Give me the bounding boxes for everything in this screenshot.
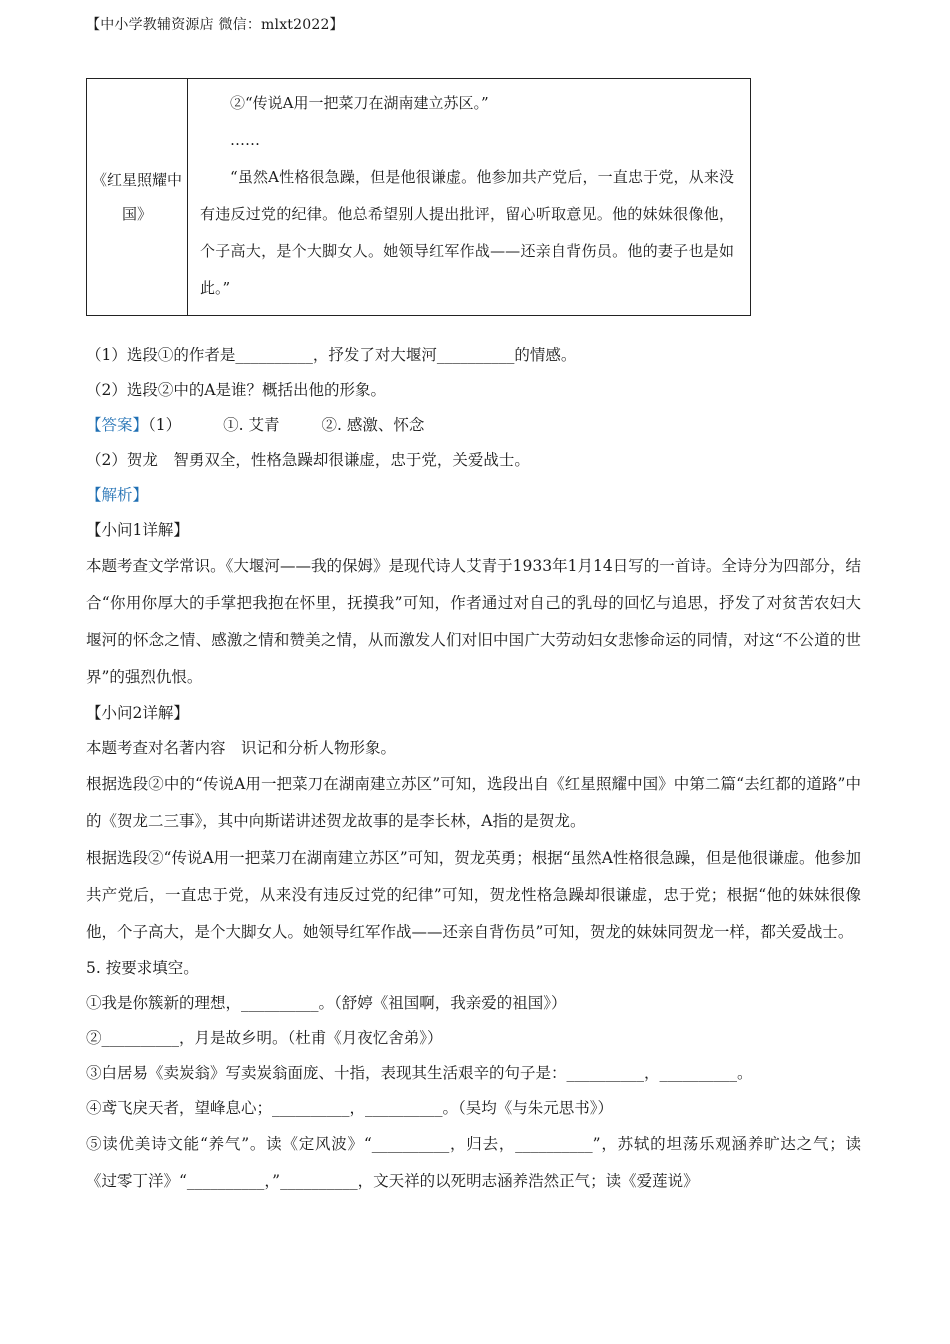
excerpt-content-cell xyxy=(188,79,751,316)
source-header-note: 【中小学教辅资源店 微信：mlxt2022】 xyxy=(86,17,344,33)
question-5-item-1: ①我是你簇新的理想，__________。（舒婷《祖国啊，我亲爱的祖国》） xyxy=(86,994,567,1012)
analysis-sub2-title: 【小问2详解】 xyxy=(86,704,189,722)
question-5-item-3: ③白居易《卖炭翁》写卖炭翁面庞、十指，表现其生活艰辛的句子是：__________，__________。 xyxy=(86,1064,753,1082)
question-1: （1）选段①的作者是__________，抒发了对大堰河__________的情感。 xyxy=(86,346,577,364)
book-title-cell: 《红星照耀中国》 xyxy=(87,79,188,316)
answer-part1-number: （1） xyxy=(148,416,182,434)
question-2: （2）选段②中的A是谁？概括出他的形象。 xyxy=(86,381,387,399)
analysis-sub1-title: 【小问1详解】 xyxy=(86,521,189,539)
analysis-sub2-paragraph-1: 根据选段②中的“传说A用一把菜刀在湖南建立苏区”可知，选段出自《红星照耀中国》中第二篇“去红都的道路”中的《贺龙二三事》，其中向斯诺讲述贺龙故事的是李长林，A指的是贺龙。 xyxy=(86,775,861,830)
answer-part1-b: ②. 感激、怀念 xyxy=(321,416,425,434)
question-5-item-4: ④鸢飞戾天者，望峰息心；__________，__________。（吴均《与朱元思书》） xyxy=(86,1099,614,1117)
document-body xyxy=(86,338,861,1200)
excerpt-quote-line: ②“传说A用一把菜刀在湖南建立苏区。” xyxy=(230,94,489,112)
answer-part1-a: ①. 艾青 xyxy=(223,416,280,434)
question-5-item-5: ⑤读优美诗文能“养气”。读《定风波》“__________，归去，__________”，苏轼的坦荡乐观涵养旷达之气；读《过零丁洋》“__________，”__________，文天祥的以死明志涵养浩然正气；读《爱莲说》 xyxy=(86,1135,861,1190)
excerpt-quote-paragraph: “虽然A性格很急躁，但是他很谦虚。他参加共产党后，一直忠于党，从来没有违反过党的纪律。他总希望别人提出批评，留心听取意见。他的妹妹很像他，个子高大，是个大脚女人。她领导红军作战——还亲自背伤员。他的妻子也是如此。” xyxy=(200,168,734,297)
answer-line-2: （2）贺龙 智勇双全，性格急躁却很谦虚，忠于党，关爱战士。 xyxy=(86,451,530,469)
answer-tag: 【答案】 xyxy=(86,416,149,434)
analysis-sub2-intro: 本题考查对名著内容 识记和分析人物形象。 xyxy=(86,739,397,757)
analysis-sub1-text: 本题考查文学常识。《大堰河——我的保姆》是现代诗人艾青于1933年1月14日写的一首诗。全诗分为四部分，结合“你用你厚大的手掌把我抱在怀里，抚摸我”可知，作者通过对自己的乳母的回忆与追思，抒发了对贫苦农妇大堰河的怀念之情、感激之情和赞美之情，从而激发人们对旧中国广大劳动妇女悲惨命运的同情，对这“不公道的世界”的强烈仇恨。 xyxy=(86,557,861,686)
analysis-sub2-paragraph-2: 根据选段②“传说A用一把菜刀在湖南建立苏区”可知，贺龙英勇；根据“虽然A性格很急躁，但是他很谦虚。他参加共产党后，一直忠于党，从来没有违反过党的纪律”可知，贺龙性格急躁却很谦虚，忠于党；根据“他的妹妹很像他，个子高大，是个大脚女人。她领导红军作战——还亲自背伤员”可知，贺龙的妹妹同贺龙一样，都关爱战士。 xyxy=(86,849,861,941)
question-5-item-2: ②__________，月是故乡明。（杜甫《月夜忆舍弟》） xyxy=(86,1029,443,1047)
question-5-title: 5. 按要求填空。 xyxy=(86,959,199,977)
excerpt-table xyxy=(86,78,751,316)
answer-line-1 xyxy=(86,408,861,443)
analysis-tag: 【解析】 xyxy=(86,486,149,504)
excerpt-ellipsis: …… xyxy=(230,131,260,149)
